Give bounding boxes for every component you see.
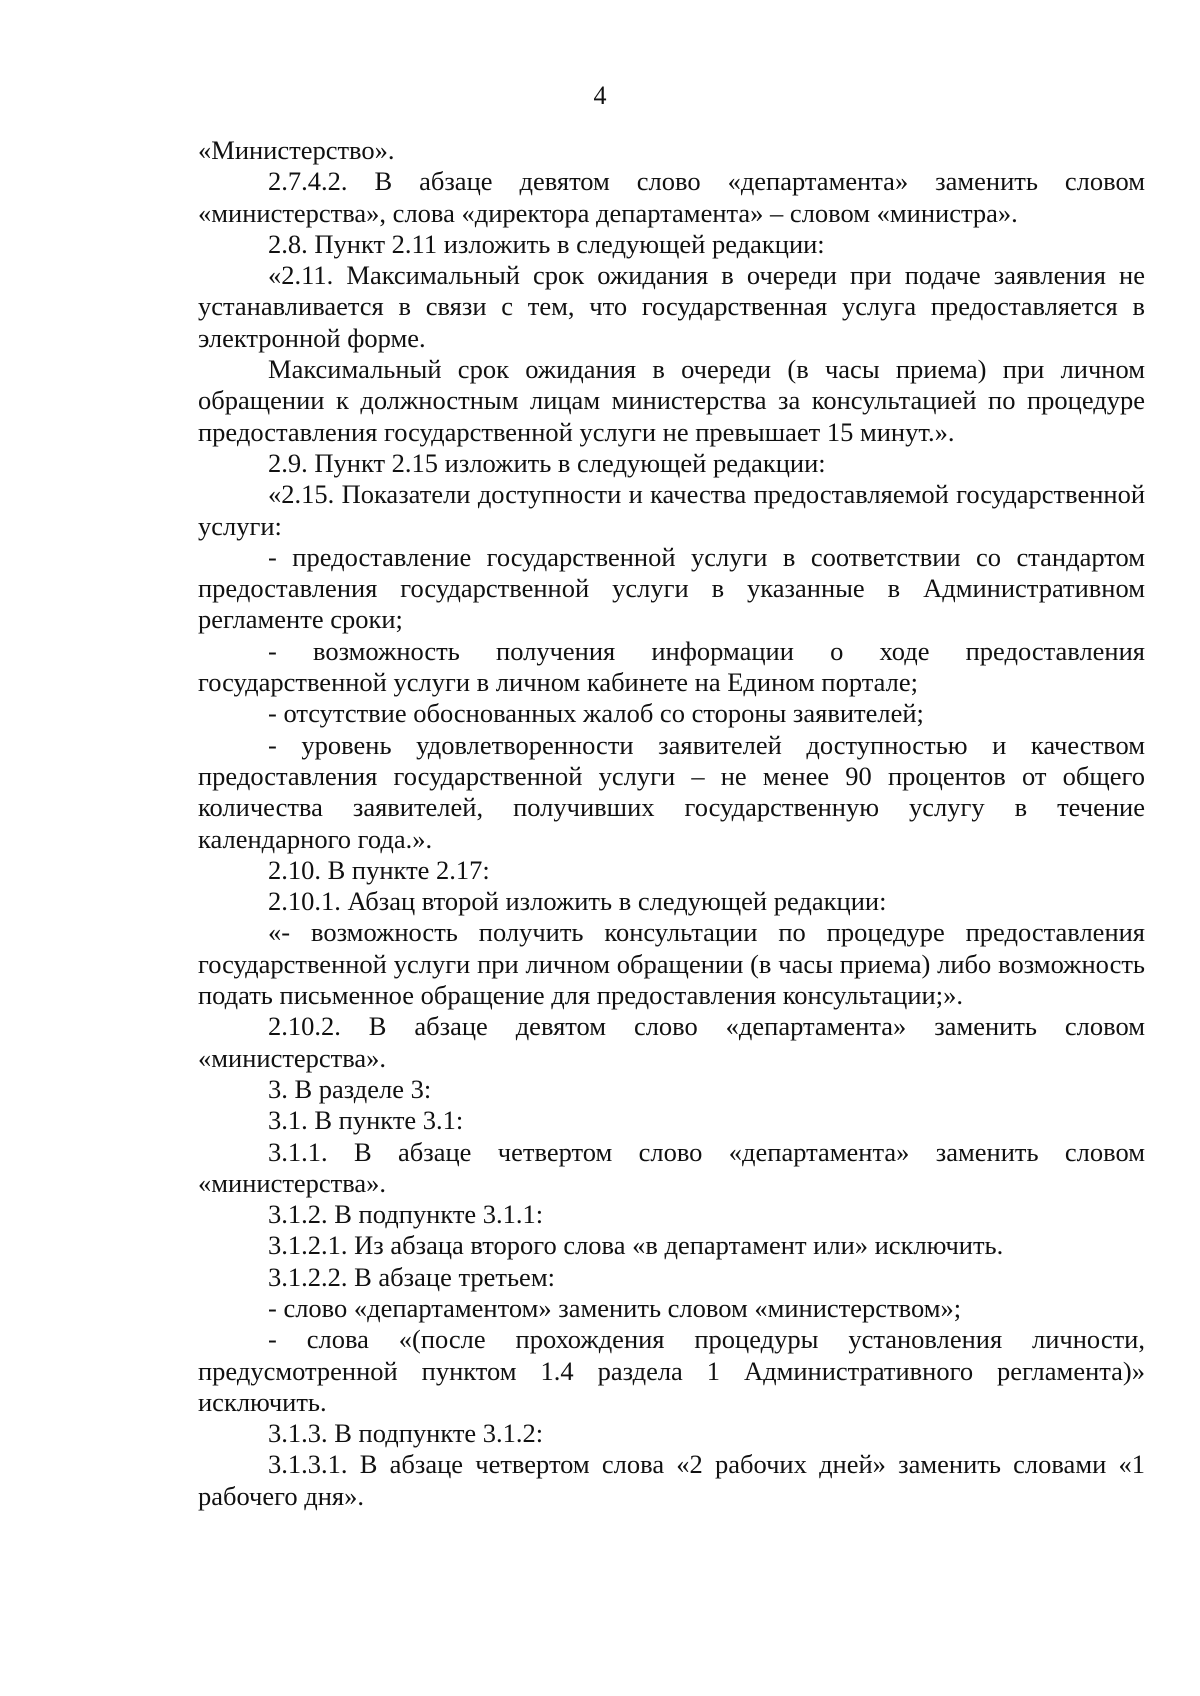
paragraph: 3.1.2.1. Из абзаца второго слова «в департамент или» исключить. bbox=[268, 1230, 1004, 1261]
paragraph: 3.1.1. В абзаце четвертом слово «департамента» заменить словом «министерства». bbox=[198, 1136, 1145, 1198]
list-item: - отсутствие обоснованных жалоб со стороны заявителей; bbox=[268, 698, 924, 729]
section-heading: 3. В разделе 3: bbox=[268, 1073, 432, 1104]
paragraph: 2.10.1. Абзац второй изложить в следующей редакции: bbox=[268, 886, 887, 917]
paragraph: 2.7.4.2. В абзаце девятом слово «департамента» заменить словом «министерства», слова «директора департамента» – словом «министра». bbox=[198, 166, 1145, 228]
document-body bbox=[198, 135, 1145, 1512]
paragraph: «- возможность получить консультации по процедуре предоставления государственной услуги при личном обращении (в часы приема) либо возможность подать письменное обращение для предоставления консультации;». bbox=[198, 917, 1145, 1011]
paragraph: 3.1.2. В подпункте 3.1.1: bbox=[268, 1199, 544, 1230]
paragraph: «2.11. Максимальный срок ожидания в очереди при подаче заявления не устанавливается в связи с тем, что государственная услуга предоставляется в электронной форме. bbox=[198, 260, 1145, 353]
list-item: - слова «(после прохождения процедуры установления личности, предусмотренной пунктом 1.4 раздела 1 Административного регламента)» исключить. bbox=[198, 1324, 1145, 1417]
paragraph: 2.10.2. В абзаце девятом слово «департамента» заменить словом «министерства». bbox=[198, 1011, 1145, 1073]
paragraph: «Министерство». bbox=[198, 135, 395, 165]
paragraph: 3.1. В пункте 3.1: bbox=[268, 1105, 464, 1136]
paragraph: 3.1.2.2. В абзаце третьем: bbox=[268, 1261, 555, 1292]
page-number: 4 bbox=[593, 81, 607, 110]
list-item: - слово «департаментом» заменить словом «министерством»; bbox=[268, 1292, 962, 1323]
paragraph: 3.1.3.1. В абзаце четвертом слова «2 рабочих дней» заменить словами «1 рабочего дня». bbox=[198, 1449, 1145, 1511]
list-item: - предоставление государственной услуги в соответствии со стандартом предоставления государственной услуги в указанные в Административном регламенте сроки; bbox=[198, 541, 1145, 635]
list-item: - возможность получения информации о ходе предоставления государственной услуги в личном кабинете на Едином портале; bbox=[198, 635, 1145, 698]
paragraph: 2.10. В пункте 2.17: bbox=[268, 854, 490, 885]
paragraph: Максимальный срок ожидания в очереди (в часы приема) при личном обращении к должностным лицам министерства за консультацией по процедуре предоставления государственной услуги не превышает 15 минут.». bbox=[198, 354, 1145, 447]
paragraph: 2.9. Пункт 2.15 изложить в следующей редакции: bbox=[268, 447, 826, 478]
list-item: - уровень удовлетворенности заявителей доступностью и качеством предоставления государственной услуги – не менее 90 процентов от общего количества заявителей, получивших государственную услугу в течение календарного года.». bbox=[198, 729, 1145, 854]
paragraph: 3.1.3. В подпункте 3.1.2: bbox=[268, 1418, 544, 1449]
paragraph: «2.15. Показатели доступности и качества предоставляемой государственной услуги: bbox=[198, 479, 1145, 541]
paragraph: 2.8. Пункт 2.11 изложить в следующей редакции: bbox=[268, 228, 825, 259]
